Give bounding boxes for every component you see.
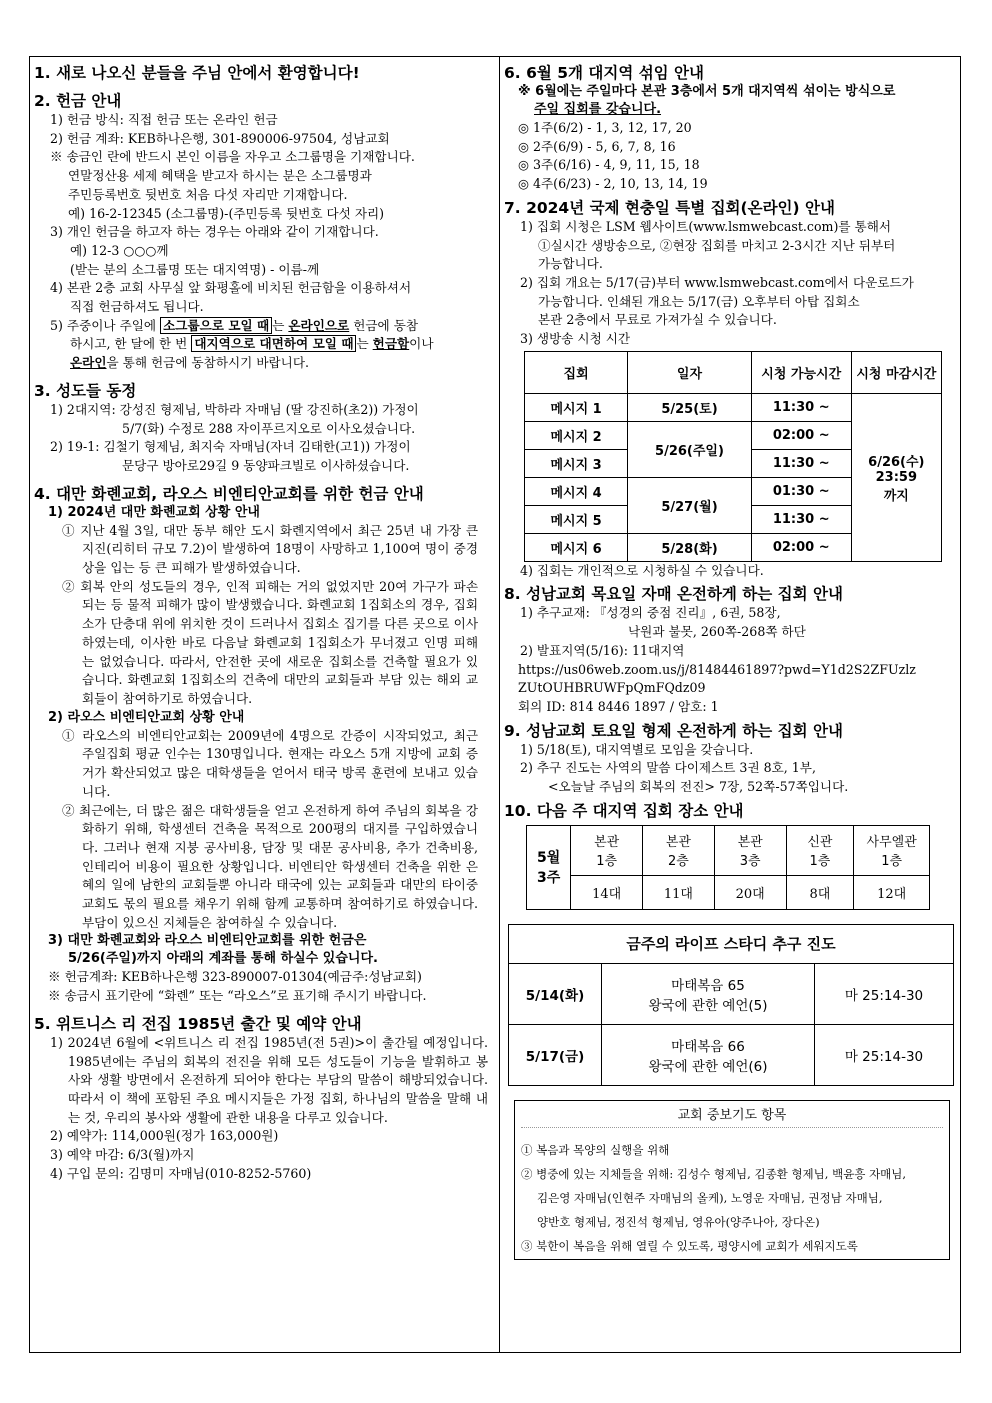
offering-account: 2) 헌금 계좌: KEB하나은행, 301-890006-97504, 성남교회 <box>50 130 390 146</box>
member-news-2a: 2) 19-1: 김철기 형제님, 최지숙 자매님(자녀 김태한(고1)) 가정이 <box>50 439 411 455</box>
mixing-note-2: 주일 집회를 갖습니다. <box>534 102 662 117</box>
meeting-date: 5/28(화) <box>628 533 752 561</box>
section-1-title: 1. 새로 나오신 분들을 주님 안에서 환영합니다! <box>34 64 360 82</box>
brothers-meeting-2a: 2) 추구 진도는 사역의 말씀 다이제스트 3권 8호, 1부, <box>520 760 816 776</box>
book-deadline: 3) 예약 마감: 6/3(월)까지 <box>50 1147 195 1163</box>
life-study-title: 금주의 라이프 스타디 추구 진도 <box>509 925 953 964</box>
section-3-title: 3. 성도들 동정 <box>34 381 137 400</box>
venue-value: 14대 <box>571 875 643 909</box>
laos-para-1: ① 라오스의 비엔티안교회는 2009년에 4명으로 간증이 시작되었고, 최근 주일집회 평균 인수는 130명입니다. 현재는 라오스 5개 지방에 교회 증거가 확산되었고 많은 대학생들을 얻어서 태국 방콕 훈련에 보내고 있습니다. <box>62 727 478 799</box>
offering-box-1: 4) 본관 2층 교회 사무실 앞 화평홀에 비치된 헌금함을 이용하셔서 <box>50 280 412 296</box>
venue-header: 본관 1층 <box>571 825 643 875</box>
study-title: 마태복음 66 왕국에 관한 예언(6) <box>602 1024 815 1085</box>
offering-deadline-1: 3) 대만 화롄교회와 라오스 비엔티안교회를 위한 헌금은 <box>48 933 367 949</box>
sisters-text-1: 1) 추구교재: 『성경의 중점 진리』, 6권, 58장, <box>520 605 781 621</box>
brothers-meeting-2b: <오늘날 주님의 회복의 전진> 7장, 52쪽-57쪽입니다. <box>548 779 849 795</box>
member-news-1b: 5/7(화) 수정로 288 자이푸르지오로 이사오셨습니다. <box>122 420 416 436</box>
meeting-time: 11:30 ~ <box>751 393 851 421</box>
offering-participation-1: 5) 주중이나 주일에 소그룹으로 모일 때 는 온라인으로 헌금에 동참 <box>50 317 419 333</box>
sisters-presenter: 2) 발표지역(5/16): 11대지역 <box>520 642 685 658</box>
section-8-body <box>504 604 958 716</box>
section-9-body <box>504 741 958 797</box>
table-row <box>509 1024 953 1085</box>
zoom-link-2[interactable]: ZUtOUHBRUWFpQmFQdz09 <box>518 680 706 696</box>
prayer-item-2: ② 병중에 있는 지체들을 위해: 김성수 형제님, 김종환 형제님, 백윤흥 자매님, <box>521 1166 907 1181</box>
table-row <box>525 393 942 421</box>
study-reference: 마 25:14-30 <box>815 964 954 1025</box>
laos-para-2: ② 최근에는, 더 많은 젊은 대학생들을 얻고 온전하게 하여 주님의 회복을 강화하기 위해, 학생센터 건축을 목적으로 200평의 대지를 구입하였습니다. 그러나 현재 지붕 공사비용, 담장 및 대문 공사비용, 추가 건축비용, 인테리어 비용이 필요한 상황입니다. 비엔티안 학생센터 건축을 위한 은혜의 일에 남한의 교회들뿐 아니라 태국에 있는 교회들과 대만의 타이중교회도 몫의 필요를 채우기 위해 함께 교통하며 참여하기로 하였습니다. 부담이 있으신 지체들은 참여하실 수 있습니다. <box>62 802 478 930</box>
webcast-note: 4) 집회는 개인적으로 시청하실 수 있습니다. <box>520 562 764 578</box>
life-study-box <box>508 924 954 1086</box>
hualien-para-2: ② 회복 안의 성도들의 경우, 인적 피해는 거의 없었지만 20여 가구가 파손되는 등 물적 피해가 많이 발생했습니다. 화롄교회 1집회소의 경우, 집회소가 단층대 위에 위치한 것이 드러나서 집회소 집기를 다른 곳으로 이사하였는데, 이사한 바로 다음날 화롄교회 1집회소가 무너졌고 인명 피해는 없었습니다. 따라서, 안전한 곳에 새로운 집회소를 건축할 필요가 있습니다. 화롄교회 1집회소의 건축에 대만의 교회들과 부담 있는 해외 교회들이 참여하기로 하였습니다. <box>62 578 478 706</box>
study-date: 5/17(금) <box>509 1024 602 1085</box>
section-6-body <box>504 83 958 194</box>
column-divider <box>499 57 500 1352</box>
webcast-schedule-table <box>524 351 942 562</box>
life-study-table <box>509 964 953 1085</box>
meeting-name: 메시지 5 <box>525 505 628 533</box>
section-4-title: 4. 대만 화롄교회, 라오스 비엔티안교회를 위한 헌금 안내 <box>34 484 424 503</box>
offering-note-4: 예) 16-2-12345 (소그룹명)-(주민등록 뒷번호 다섯 자리) <box>68 205 385 221</box>
member-news-1a: 1) 2대지역: 강성진 형제님, 박하라 자매님 (딸 강진하(초2)) 가정이 <box>50 401 419 417</box>
laos-subtitle: 2) 라오스 비엔티안교회 상황 안내 <box>48 709 245 725</box>
venue-value: 20대 <box>714 875 786 909</box>
venue-table <box>526 825 930 910</box>
book-contact: 4) 구입 문의: 김명미 자매님(010-8252-5760) <box>50 1165 312 1181</box>
meeting-name: 메시지 4 <box>525 477 628 505</box>
section-8-title: 8. 성남교회 목요일 자매 온전하게 하는 집회 안내 <box>504 585 843 604</box>
th-available: 시청 가능시간 <box>751 351 851 393</box>
special-account-note: ※ 송금시 표기란에 “화롄” 또는 “라오스”로 표기해 주시기 바랍니다. <box>48 988 427 1004</box>
meeting-name: 메시지 6 <box>525 533 628 561</box>
brothers-meeting-1: 1) 5/18(토), 대지역별로 모임을 갖습니다. <box>520 741 754 757</box>
venue-header: 신관 1층 <box>786 825 854 875</box>
hualien-subtitle: 1) 2024년 대만 화롄교회 상황 안내 <box>48 504 260 520</box>
personal-offering-format: (받는 분의 소그룹명 또는 대지역명) - 이름-께 <box>70 261 320 277</box>
offering-box-2: 직접 헌금하셔도 됩니다. <box>70 299 204 315</box>
book-price: 2) 예약가: 114,000원(정가 163,000원) <box>50 1128 279 1144</box>
prayer-item-2c: 양반호 형제님, 정진석 형제님, 영유아(양주나아, 장다온) <box>537 1214 820 1229</box>
th-date: 일자 <box>628 351 752 393</box>
webcast-1a: 1) 집회 시청은 LSM 웹사이트(www.lsmwebcast.com)를 통해서 <box>520 218 892 234</box>
meeting-date: 5/27(월) <box>628 477 752 533</box>
section-2-body <box>34 111 494 373</box>
sisters-text-2: 낙원과 불못, 260쪽-268쪽 하단 <box>628 624 806 640</box>
th-deadline: 시청 마감시간 <box>851 351 941 393</box>
meeting-time: 11:30 ~ <box>751 449 851 477</box>
venue-header: 사무엘관 1층 <box>854 825 930 875</box>
book-release-para: 1) 2024년 6월에 <위트니스 리 전집 1985년(전 5권)>이 출간될 예정입니다. 1985년에는 주님의 회복의 전진을 위해 모든 성도들이 기능을 발휘하고 봉사와 생활 방면에서 온전하게 되어야 한다는 부담의 말씀이 해방되었습니다. 따라서 이 책에 포함된 주요 메시지들은 가정 집회, 하나님의 말씀을 말해 내는 것, 우리의 봉사와 생활에 관한 내용을 다루고 있습니다. <box>50 1034 488 1125</box>
offering-note-2: 연말정산용 세제 혜택을 받고자 하시는 분은 소그룹명과 <box>68 168 372 184</box>
prayer-box <box>514 1100 950 1260</box>
section-7-body <box>504 218 958 349</box>
zoom-meeting-id: 회의 ID: 814 8446 1897 / 암호: 1 <box>518 698 719 714</box>
right-column <box>504 57 958 1260</box>
section-4-body <box>34 504 494 1006</box>
study-title: 마태복음 65 왕국에 관한 예언(5) <box>602 964 815 1025</box>
meeting-time: 11:30 ~ <box>751 505 851 533</box>
prayer-item-1: ① 복음과 목양의 실행을 위해 <box>521 1142 670 1157</box>
webcast-1b: ①실시간 생방송으로, ②현장 집회를 마치고 2-3시간 지난 뒤부터 <box>538 237 896 253</box>
deadline-cell: 6/26(수) 23:59 까지 <box>851 393 941 561</box>
offering-deadline-2: 5/26(주일)까지 아래의 계좌를 통해 하실수 있습니다. <box>68 951 378 967</box>
meeting-name: 메시지 2 <box>525 421 628 449</box>
outline-2c: 본관 2층에서 무료로 가져가실 수 있습니다. <box>538 312 777 328</box>
outline-2b: 가능합니다. 인쇄된 개요는 5/17(금) 오후부터 아탑 집회소 <box>538 293 860 309</box>
zoom-link-1[interactable]: https://us06web.zoom.us/j/81484461897?pwd=Y1d2S2ZFUzlz <box>518 661 916 677</box>
personal-offering: 3) 개인 헌금을 하고자 하는 경우는 아래와 같이 기재합니다. <box>50 224 379 240</box>
hualien-para-1: ① 지난 4월 3일, 대만 동부 해안 도시 화롄지역에서 최근 25년 내 가장 큰 지진(리히터 규모 7.2)이 발생하여 18명이 사망하고 1,100여 명이 중경상을 입는 등 큰 피해가 발생하였습니다. <box>62 522 478 576</box>
prayer-item-2b: 김은영 자매님(인현주 자매님의 올케), 노영운 자매님, 권정남 자매님, <box>537 1190 883 1205</box>
study-date: 5/14(화) <box>509 964 602 1025</box>
venue-header: 본관 3층 <box>714 825 786 875</box>
week-4: ◎ 4주(6/23) - 2, 10, 13, 14, 19 <box>518 176 708 192</box>
prayer-item-3: ③ 북한이 복음을 위해 열릴 수 있도록, 평양시에 교회가 세워지도록 <box>521 1238 858 1253</box>
section-5-body <box>34 1034 494 1184</box>
section-5-title: 5. 위트니스 리 전집 1985년 출간 및 예약 안내 <box>34 1014 362 1033</box>
week-label: 5월 3주 <box>527 825 571 909</box>
bulletin-page <box>29 56 961 1353</box>
personal-offering-example: 예) 12-3 ○○○께 <box>70 242 169 258</box>
week-2: ◎ 2주(6/9) - 5, 6, 7, 8, 16 <box>518 138 676 154</box>
meeting-name: 메시지 1 <box>525 393 628 421</box>
prayer-title: 교회 중보기도 항목 <box>521 1105 943 1128</box>
section-7-title: 7. 2024년 국제 현충일 특별 집회(온라인) 안내 <box>504 198 835 217</box>
meeting-date: 5/25(토) <box>628 393 752 421</box>
section-2-title: 2. 헌금 안내 <box>34 92 122 110</box>
meeting-time: 02:00 ~ <box>751 421 851 449</box>
offering-participation-2: 하시고, 한 달에 한 번 대지역으로 대면하여 모일 때 는 헌금함이나 <box>70 336 434 352</box>
th-meeting: 집회 <box>525 351 628 393</box>
section-10-title: 10. 다음 주 대지역 집회 장소 안내 <box>504 801 744 820</box>
mixing-note-1: ※ 6월에는 주일마다 본관 3층에서 5개 대지역씩 섞이는 방식으로 <box>518 84 896 99</box>
section-9-title: 9. 성남교회 토요일 형제 온전하게 하는 집회 안내 <box>504 721 843 740</box>
venue-value: 11대 <box>643 875 715 909</box>
meeting-time: 01:30 ~ <box>751 477 851 505</box>
meeting-name: 메시지 3 <box>525 449 628 477</box>
week-3: ◎ 3주(6/16) - 4, 9, 11, 15, 18 <box>518 157 700 173</box>
member-news-2b: 문당구 방아로29길 9 동양파크빌로 이사하셨습니다. <box>122 457 410 473</box>
venue-value: 12대 <box>854 875 930 909</box>
meeting-date: 5/26(주일) <box>628 421 752 477</box>
table-row <box>509 964 953 1025</box>
section-6-title: 6. 6월 5개 대지역 섞임 안내 <box>504 64 704 82</box>
outline-2a: 2) 집회 개요는 5/17(금)부터 www.lsmwebcast.com에서 다운로드가 <box>520 274 914 290</box>
venue-value: 8대 <box>786 875 854 909</box>
live-times-label: 3) 생방송 시청 시간 <box>520 331 631 347</box>
meeting-time: 02:00 ~ <box>751 533 851 561</box>
webcast-1c: 가능합니다. <box>538 256 603 272</box>
offering-participation-3: 온라인을 통해 헌금에 동참하시기 바랍니다. <box>70 355 309 371</box>
left-column <box>34 57 494 1183</box>
offering-note-1: ※ 송금인 란에 반드시 본인 이름을 자우고 소그룹명을 기재합니다. <box>50 149 415 165</box>
venue-header: 본관 2층 <box>643 825 715 875</box>
offering-note-3: 주민등록번호 뒷번호 처음 다섯 자리만 기재합니다. <box>68 186 348 202</box>
special-account: ※ 헌금계좌: KEB하나은행 323-890007-01304(예금주:성남교회) <box>48 969 422 985</box>
section-3-body <box>34 401 494 476</box>
offering-method: 1) 헌금 방식: 직접 헌금 또는 온라인 헌금 <box>50 112 278 127</box>
week-1: ◎ 1주(6/2) - 1, 3, 12, 17, 20 <box>518 120 692 135</box>
study-reference: 마 25:14-30 <box>815 1024 954 1085</box>
